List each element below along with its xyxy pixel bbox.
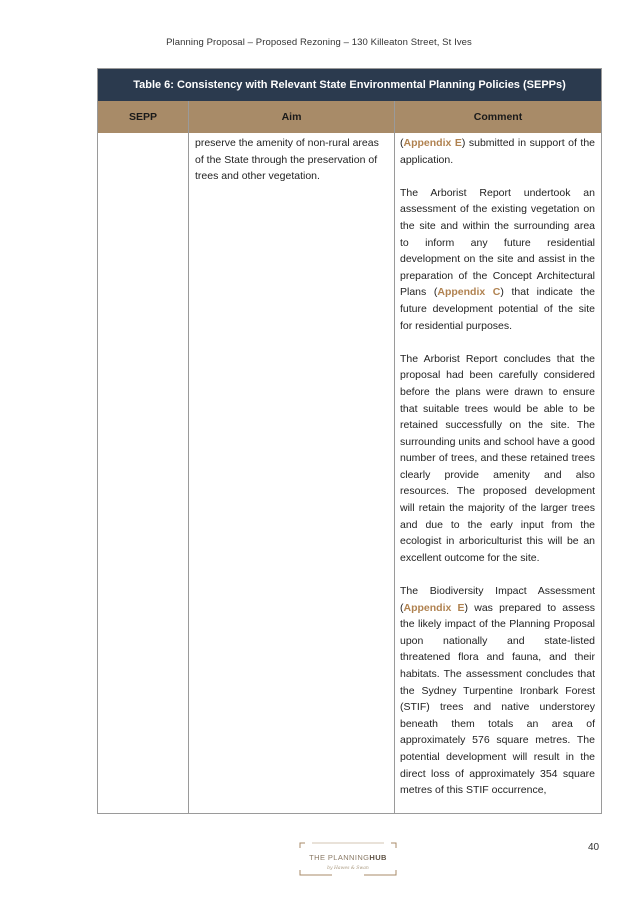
running-header: Planning Proposal – Proposed Rezoning – 130 Killeaton Street, St Ives bbox=[166, 37, 472, 48]
comment-paragraph-4 bbox=[400, 583, 595, 799]
logo-text-light: THE PLANNING bbox=[309, 853, 370, 862]
appendix-e-link[interactable]: Appendix E bbox=[403, 137, 462, 149]
appendix-e-link-2[interactable]: Appendix E bbox=[403, 601, 465, 614]
logo-tagline: by Hawes & Swan bbox=[327, 866, 369, 871]
sepp-cell bbox=[98, 133, 189, 813]
aim-text: preserve the amenity of non-rural areas of the State through the preservation of trees and other vegetation. bbox=[195, 137, 379, 183]
comment-p2-after: ) that indicate the future development potential of the site for residential purposes. bbox=[400, 286, 595, 332]
appendix-c-link[interactable]: Appendix C bbox=[437, 286, 501, 299]
comment-paragraph-1 bbox=[400, 135, 595, 168]
sepp-consistency-table bbox=[97, 68, 602, 814]
table-row bbox=[98, 133, 601, 813]
comment-p4-after: ) was prepared to assess the likely impact of the Planning Proposal upon nationally and state-listed threatened flora and fauna, and their habitats. The assessment concludes that the Sydney Turpentine Ironbark Forest (STIF) trees and native understorey beneath them totals an area of approximately 576 square metres. The potential development will result in the direct loss of approximately 354 square metres of this STIF occurrence, bbox=[400, 601, 595, 797]
comment-p2-before: The Arborist Report undertook an assessment of the existing vegetation on the site and within the surrounding area to inform any future residential development on the site and assist in the preparation of the Concept Architectural Plans ( bbox=[400, 186, 595, 299]
comment-paragraph-2 bbox=[400, 185, 595, 334]
logo-text-bold: HUB bbox=[369, 853, 387, 862]
comment-paragraph-3: The Arborist Report concludes that the proposal had been carefully considered before the plans were drawn to ensure that suitable trees would be able to be retained successfully on the site. The surrounding units and school have a good number of trees, and these retained trees clearly provide amenity and also resources. The proposed development will retain the majority of the larger trees and due to the early input from the ecologist in arboriculturist this will be an excellent outcome for the site. bbox=[400, 352, 595, 564]
column-header-comment: Comment bbox=[473, 111, 523, 123]
table-header-row bbox=[98, 101, 601, 133]
comment-p1-open: ( bbox=[400, 137, 404, 149]
comment-cell bbox=[395, 133, 601, 813]
comment-p1-after: ) submitted in support of the application. bbox=[400, 137, 595, 166]
page-number: 40 bbox=[588, 842, 600, 853]
column-header-aim: Aim bbox=[189, 101, 395, 133]
logo-wordmark bbox=[298, 853, 398, 862]
column-header-sepp: SEPP bbox=[98, 101, 189, 133]
comment-p4-before: The Biodiversity Impact Assessment ( bbox=[400, 585, 595, 614]
aim-cell bbox=[189, 133, 395, 813]
planning-hub-logo bbox=[298, 842, 398, 876]
table-title: Table 6: Consistency with Relevant State Environmental Planning Policies (SEPPs) bbox=[98, 69, 601, 101]
